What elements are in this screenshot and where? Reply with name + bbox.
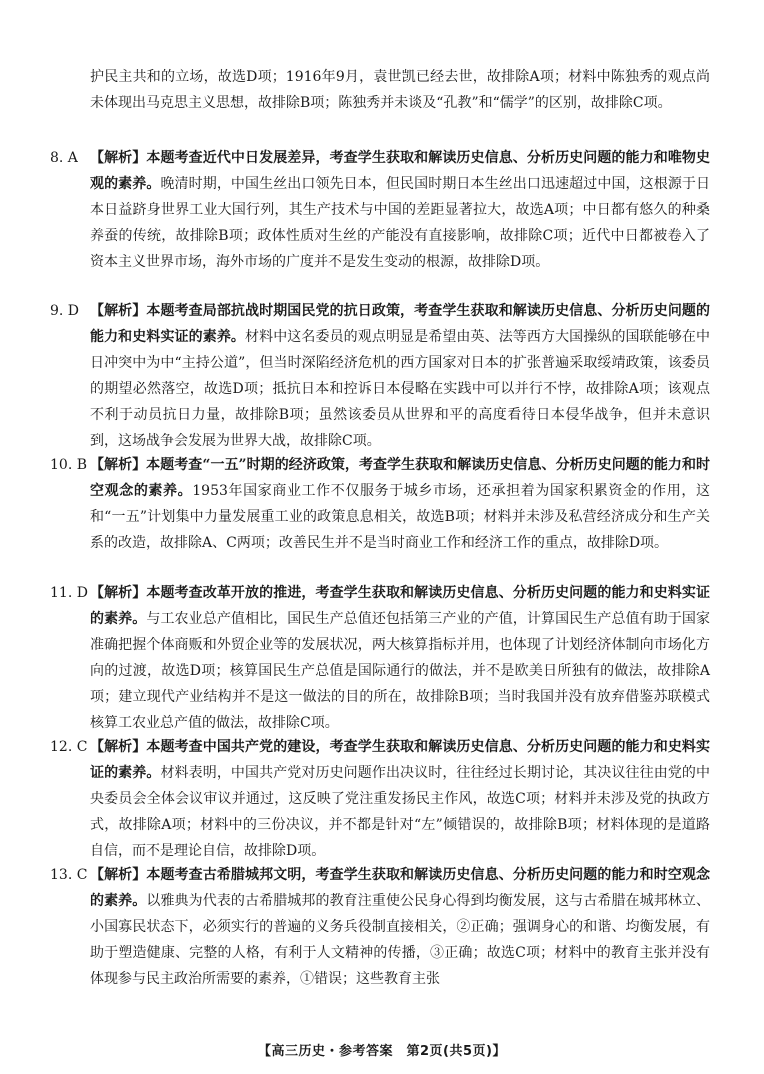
answer-item-9	[50, 298, 710, 454]
item-heading: 本题考查近代中日发展差异，考查学生获取和解读历史信息、分析历史问题的能力和唯物史观的素养。	[90, 150, 711, 192]
answer-item-13	[50, 862, 710, 992]
analysis-tag: 【解析】	[90, 457, 147, 473]
item-number: 9. D	[50, 303, 80, 319]
answer-item-8	[50, 145, 710, 275]
item-body: 材料中这名委员的观点明显是希望由英、法等西方大国操纵的国联能够在中日冲突中为中“主持公道”，但当时深陷经济危机的西方国家对日本的扩张普遍采取绥靖政策，该委员的期望必然落空，故选D项；抵抗日本和控诉日本侵略在实践中可以并行不悖，故排除A项；该观点不利于动员抗日力量，故排除B项；虽然该委员从世界和平的高度看待日本侵华战争，但并未意识到，这场战争会发展为世界大战，故排除C项。	[90, 329, 711, 449]
item-number: 13. C	[50, 867, 88, 883]
answer-item-12	[50, 734, 710, 864]
item-heading: 本题考查“一五”时期的经济政策，考查学生获取和解读历史信息、分析历史问题的能力和时空观念的素养。	[90, 457, 710, 499]
analysis-tag: 【解析】	[90, 739, 147, 755]
item-heading: 本题考查局部抗战时期国民党的抗日政策，考查学生获取和解读历史信息、分析历史问题的能力和史料实证的素养。	[90, 303, 711, 345]
item-heading: 本题考查古希腊城邦文明，考查学生获取和解读历史信息、分析历史问题的能力和时空观念的素养。	[90, 867, 711, 909]
analysis-tag: 【解析】	[90, 303, 147, 319]
item-body: 与工农业总产值相比，国民生产总值还包括第三产业的产值，计算国民生产总值有助于国家准确把握个体商贩和外贸企业等的发展状况，两大核算指标并用，也体现了计划经济体制向市场化方向的过渡，故选D项；核算国民生产总值是国际通行的做法，并不是欧美日所独有的做法，故排除A项；建立现代产业结构并不是这一做法的目的所在，故排除B项；当时我国并没有放弃借鉴苏联模式核算工农业总产值的做法，故排除C项。	[90, 611, 711, 731]
answer-item-10	[50, 452, 710, 556]
item-body: 材料表明，中国共产党对历史问题作出决议时，往往经过长期讨论，其决议往往由党的中央委员会全体会议审议并通过，这反映了党注重发扬民主作风，故选C项；材料并未涉及党的执政方式，故排除A项；材料中的三份决议，并不都是针对“左”倾错误的，故排除B项；材料体现的是道路自信，而不是理论自信，故排除D项。	[90, 765, 711, 859]
intro-paragraph: 护民主共和的立场，故选D项；1916年9月，袁世凯已经去世，故排除A项；材料中陈独秀的观点尚未体现出马克思主义思想，故排除B项；陈独秀并未谈及“孔教”和“儒学”的区别，故排除C项。	[90, 69, 710, 111]
item-number: 12. C	[50, 739, 88, 755]
item-body: 晚清时期，中国生丝出口领先日本，但民国时期日本生丝出口迅速超过中国，这根源于日本日益跻身世界工业大国行列，其生产技术与中国的差距显著拉大，故选A项；中日都有悠久的种桑养蚕的传统，故排除B项；政体性质对生丝的产能没有直接影响，故排除C项；近代中日都被卷入了资本主义世界市场，海外市场的广度并不是发生变动的根源，故排除D项。	[90, 176, 711, 270]
item-body: 1953年国家商业工作不仅服务于城乡市场，还承担着为国家积累资金的作用，这和“一五”计划集中力量发展重工业的政策息息相关，故选B项；材料并未涉及私营经济成分和生产关系的改造，故排除A、C两项；改善民生并不是当时商业工作和经济工作的重点，故排除D项。	[90, 483, 710, 551]
answer-item-11	[50, 580, 710, 736]
analysis-tag: 【解析】	[90, 867, 147, 883]
item-heading: 本题考查改革开放的推进，考查学生获取和解读历史信息、分析历史问题的能力和史料实证的素养。	[90, 585, 711, 627]
item-number: 10. B	[50, 457, 88, 473]
page-footer: 【高三历史・参考答案 第2页(共5页)】	[258, 1044, 506, 1059]
item-number: 8. A	[50, 150, 78, 166]
item-body: 以雅典为代表的古希腊城邦的教育注重使公民身心得到均衡发展，这与古希腊在城邦林立、小国寡民状态下，必须实行的普遍的义务兵役制直接相关，②正确；强调身心的和谐、均衡发展，有助于塑造健康、完整的人格，有利于人文精神的传播，③正确；故选C项；材料中的教育主张并没有体现参与民主政治所需要的素养，①错误；这些教育主张	[90, 893, 711, 987]
item-heading: 本题考查中国共产党的建设，考查学生获取和解读历史信息、分析历史问题的能力和史料实证的素养。	[90, 739, 711, 781]
item-number: 11. D	[50, 585, 88, 601]
analysis-tag: 【解析】	[90, 585, 147, 601]
analysis-tag: 【解析】	[90, 150, 147, 166]
